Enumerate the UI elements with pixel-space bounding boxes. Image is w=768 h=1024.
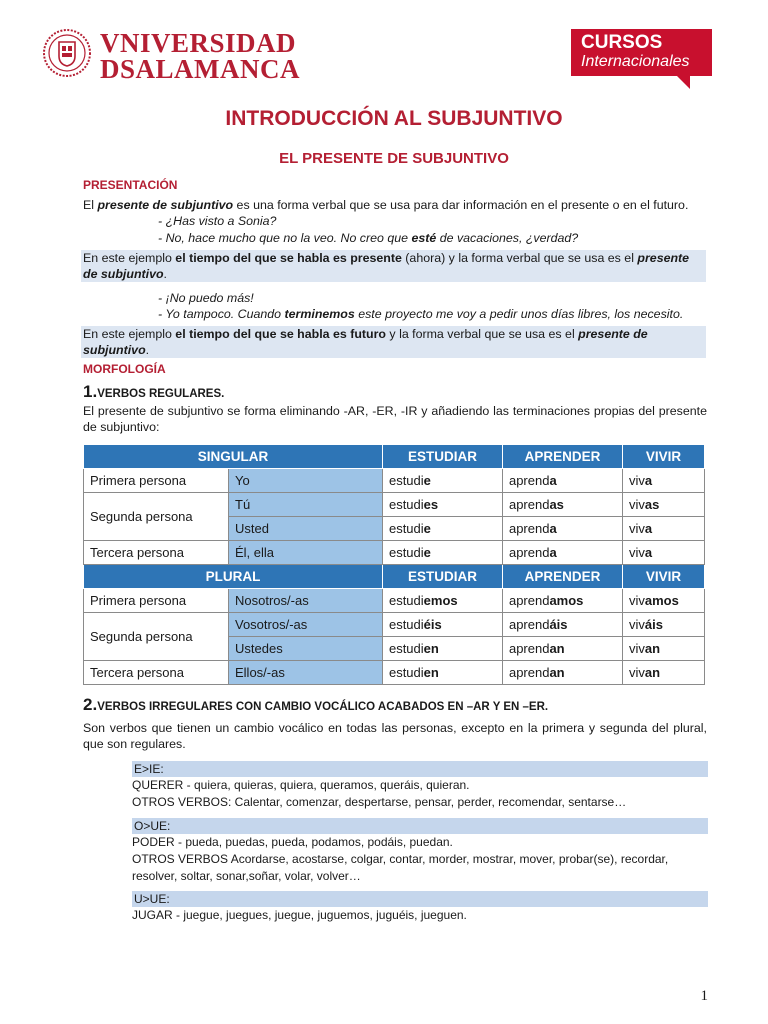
conjugation-table: [83, 444, 705, 685]
verb-cell: vivamos: [622, 589, 704, 613]
verb-cell: aprenda: [502, 469, 622, 493]
verb-cell: aprendan: [502, 661, 622, 685]
verb-cell: aprendas: [502, 493, 622, 517]
verb-cell: estudie: [382, 541, 502, 565]
verb-cell: viváis: [622, 613, 704, 637]
verb-cell: vivan: [622, 661, 704, 685]
table-row: [84, 661, 705, 685]
table-header-singular: [84, 445, 705, 469]
table-row: [84, 469, 705, 493]
page-title: INTRODUCCIÓN AL SUBJUNTIVO: [225, 107, 563, 130]
pronoun-cell: Vosotros/-as: [229, 613, 383, 637]
example-1-line-2: - No, hace mucho que no la veo. No creo que esté de vacaciones, ¿verdad?: [158, 231, 579, 245]
verb-cell: estudien: [382, 661, 502, 685]
pronoun-cell: Usted: [229, 517, 383, 541]
university-seal-icon: [42, 28, 92, 78]
verb-cell: aprenda: [502, 541, 622, 565]
example-1-note: En este ejemplo el tiempo del que se habla es presente (ahora) y la forma verbal que se usa es el presente de subjuntivo.: [81, 250, 706, 282]
header-cell: ESTUDIAR: [382, 565, 502, 589]
person-cell: Primera persona: [84, 589, 229, 613]
pronoun-cell: Yo: [229, 469, 383, 493]
verb-cell: viva: [622, 469, 704, 493]
subsection-2-heading: 2.VERBOS IRREGULARES CON CAMBIO VOCÁLICO ACABADOS EN –AR Y EN –ER.: [83, 695, 549, 714]
verb-cell: aprenda: [502, 517, 622, 541]
person-cell: Segunda persona: [84, 493, 229, 541]
table-row: [84, 493, 705, 517]
table-row: [84, 613, 705, 637]
pronoun-cell: Él, ella: [229, 541, 383, 565]
person-cell: Tercera persona: [84, 661, 229, 685]
pronoun-cell: Nosotros/-as: [229, 589, 383, 613]
header-cell: SINGULAR: [84, 445, 383, 469]
presentacion-intro: El presente de subjuntivo es una forma verbal que se usa para dar información en el presente o en el futuro.: [83, 198, 689, 212]
verb-cell: aprendan: [502, 637, 622, 661]
table-row: [84, 541, 705, 565]
verb-cell: estudie: [382, 517, 502, 541]
cursos-internacionales-logo: CURSOS Internacionales: [571, 29, 712, 76]
header-cell: VIVIR: [622, 445, 704, 469]
person-cell: Primera persona: [84, 469, 229, 493]
person-cell: Segunda persona: [84, 613, 229, 661]
example-2-line-1: - ¡No puedo más!: [158, 291, 254, 305]
header-cell: VIVIR: [622, 565, 704, 589]
example-2-note: En este ejemplo el tiempo del que se habla es futuro y la forma verbal que se usa es el presente de subjuntivo.: [81, 326, 706, 358]
table-header-plural: [84, 565, 705, 589]
group-u-ue-heading: U>UE:: [132, 891, 708, 907]
example-1-line-1: - ¿Has visto a Sonia?: [158, 214, 277, 228]
verb-cell: vivas: [622, 493, 704, 517]
header-cell: APRENDER: [502, 565, 622, 589]
verb-cell: viva: [622, 541, 704, 565]
verb-cell: estudiemos: [382, 589, 502, 613]
header-cell: APRENDER: [502, 445, 622, 469]
pronoun-cell: Tú: [229, 493, 383, 517]
verb-cell: aprendamos: [502, 589, 622, 613]
verb-cell: estudiéis: [382, 613, 502, 637]
subsection-2-text: Son verbos que tienen un cambio vocálico en todas las personas, excepto en la primera y segunda del plural, que son regulares.: [83, 721, 707, 751]
person-cell: Tercera persona: [84, 541, 229, 565]
verb-cell: estudien: [382, 637, 502, 661]
verb-cell: estudies: [382, 493, 502, 517]
page-number: 1: [700, 988, 708, 1004]
pronoun-cell: Ustedes: [229, 637, 383, 661]
example-2-line-2: - Yo tampoco. Cuando terminemos este proyecto me voy a pedir unos días libres, los necesito.: [158, 307, 684, 321]
university-name: VNIVERSIDAD DSALAMANCA: [100, 28, 300, 84]
table-row: [84, 589, 705, 613]
header-cell: PLURAL: [84, 565, 383, 589]
group-o-ue-text: PODER - pueda, puedas, pueda, podamos, podáis, puedan. OTROS VERBOS Acordarse, acostarse, colgar, contar, morder, mostrar, mover, probar(se), recordar, resolver, soltar, sonar,soñar, volar, volver…: [132, 835, 669, 883]
verb-cell: vivan: [622, 637, 704, 661]
section-morfologia-heading: MORFOLOGÍA: [83, 362, 166, 376]
group-e-ie-text: QUERER - quiera, quieras, quiera, queramos, queráis, quieran. OTROS VERBOS: Calentar, comenzar, despertarse, pensar, perder, recomendar, sentarse…: [132, 778, 627, 809]
group-u-ue-text: JUGAR - juegue, juegues, juegue, juguemos, juguéis, jueguen.: [132, 908, 467, 922]
verb-cell: viva: [622, 517, 704, 541]
verb-cell: estudie: [382, 469, 502, 493]
subsection-1-heading: 1.VERBOS REGULARES.: [83, 382, 225, 401]
group-o-ue-heading: O>UE:: [132, 818, 708, 834]
section-presentacion-heading: PRESENTACIÓN: [83, 178, 178, 192]
verb-cell: aprendáis: [502, 613, 622, 637]
group-e-ie-heading: E>IE:: [132, 761, 708, 777]
page-subtitle: EL PRESENTE DE SUBJUNTIVO: [279, 150, 509, 167]
logo-speech-tail: [676, 75, 690, 89]
subsection-1-text: El presente de subjuntivo se forma eliminando -AR, -ER, -IR y añadiendo las terminaciones propias del presente de subjuntivo:: [83, 404, 707, 434]
header-cell: ESTUDIAR: [382, 445, 502, 469]
pronoun-cell: Ellos/-as: [229, 661, 383, 685]
